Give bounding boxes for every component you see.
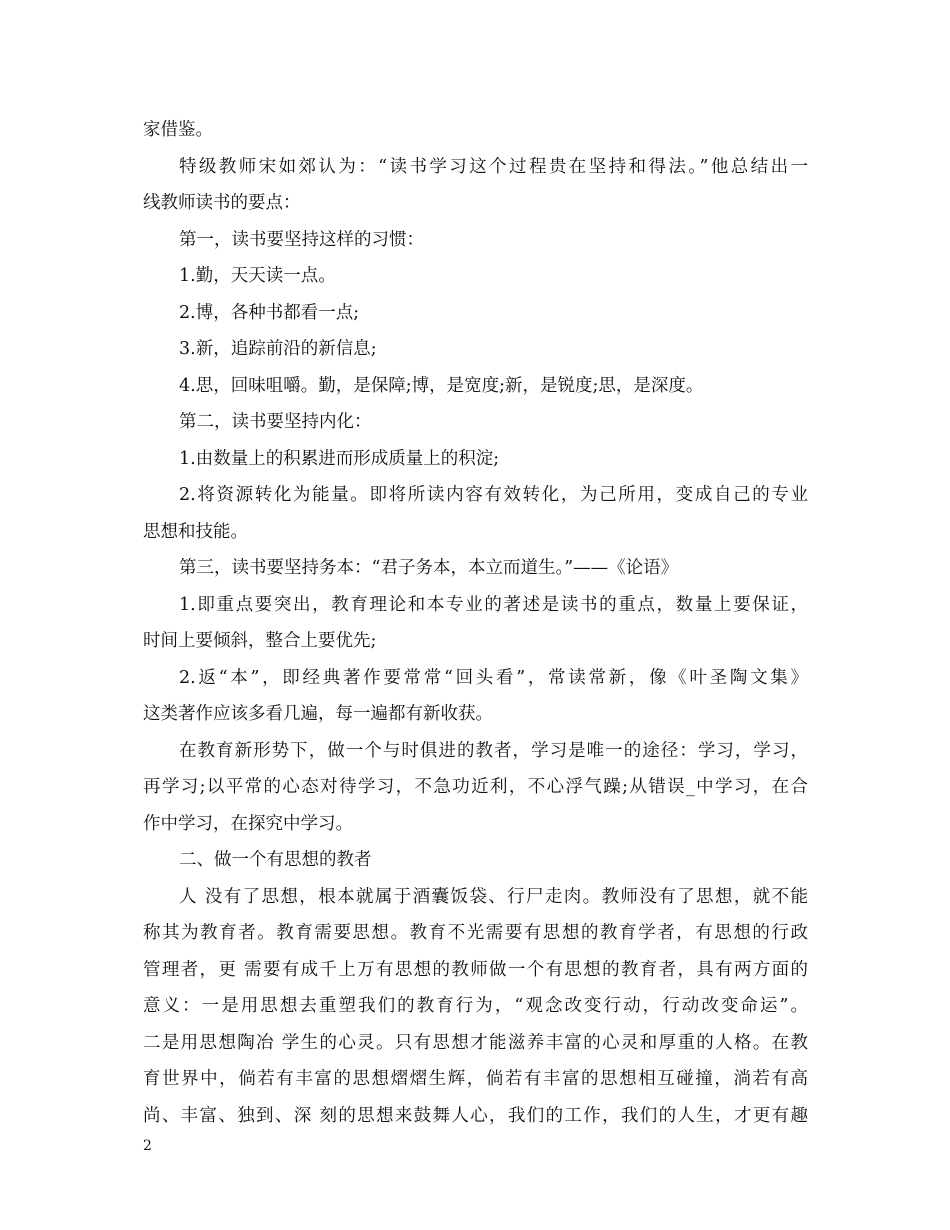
text-line: 时间上要倾斜，整合上要优先; (143, 631, 377, 651)
text-line: 这类著作应该多看几遍，每一遍都有新收获。 (143, 704, 493, 724)
text-line: 在教育新形势下，做一个与时俱进的教者，学习是唯一的途径：学习，学习， (179, 740, 808, 761)
text-line: 人 没有了思想，根本就属于酒囊饭袋、行尸走肉。教师没有了思想，就不能 (179, 886, 808, 907)
text-line: 特级教师宋如郊认为：“读书学习这个过程贵在坚持和得法。”他总结出一 (179, 156, 808, 177)
text-line: 意义：一是用思想去重塑我们的教育行为，“观念改变行动，行动改变命运”。 (143, 996, 808, 1016)
text-line: 3.新，追踪前沿的新信息; (179, 339, 377, 359)
text-line: 1.即重点要突出，教育理论和本专业的著述是读书的重点，数量上要保证， (179, 594, 808, 615)
text-line: 第三，读书要坚持务本：“君子务本，本立而道生。”——《论语》 (179, 558, 679, 578)
text-line: 二、做一个有思想的教者 (179, 850, 372, 870)
text-line: 管理者，更 需要有成千上万有思想的教师做一个有思想的教育者，具有两方面的 (143, 959, 808, 980)
document-body (143, 112, 808, 1134)
text-line: 二是用思想陶冶 学生的心灵。只有思想才能滋养丰富的心灵和厚重的人格。在教 (143, 1032, 808, 1053)
text-line: 再学习;以平常的心态对待学习，不急功近利，不心浮气躁;从错误_中学习，在合 (143, 777, 808, 797)
text-line: 思想和技能。 (143, 521, 248, 542)
text-line: 称其为教育者。教育需要思想。教育不光需要有思想的教育学者，有思想的行政 (143, 923, 808, 943)
text-line: 第一，读书要坚持这样的习惯： (179, 229, 424, 250)
text-line: 1.勤，天天读一点。 (179, 266, 336, 286)
text-line: 4.思，回味咀嚼。勤，是保障;博，是宽度;新，是锐度;思，是深度。 (179, 375, 704, 396)
text-line: 尚、丰富、独到、深 刻的思想来鼓舞人心，我们的工作，我们的人生，才更有趣 (143, 1105, 808, 1126)
text-line: 2.博，各种书都看一点; (179, 302, 360, 323)
text-line: 1.由数量上的积累进而形成质量上的积淀; (179, 448, 500, 469)
text-line: 2.将资源转化为能量。即将所读内容有效转化，为己所用，变成自己的专业 (179, 485, 808, 505)
text-line: 作中学习，在探究中学习。 (143, 813, 353, 834)
text-line: 家借鉴。 (143, 120, 213, 140)
page-number: 2 (143, 1138, 152, 1154)
text-line: 2.返“本”，即经典著作要常常“回头看”，常读常新，像《叶圣陶文集》 (179, 667, 808, 688)
text-line: 育世界中，倘若有丰富的思想熠熠生辉，倘若有丰富的思想相互碰撞，淌若有高 (143, 1069, 808, 1089)
text-line: 线教师读书的要点： (143, 193, 301, 213)
text-line: 第二，读书要坚持内化： (179, 412, 372, 432)
